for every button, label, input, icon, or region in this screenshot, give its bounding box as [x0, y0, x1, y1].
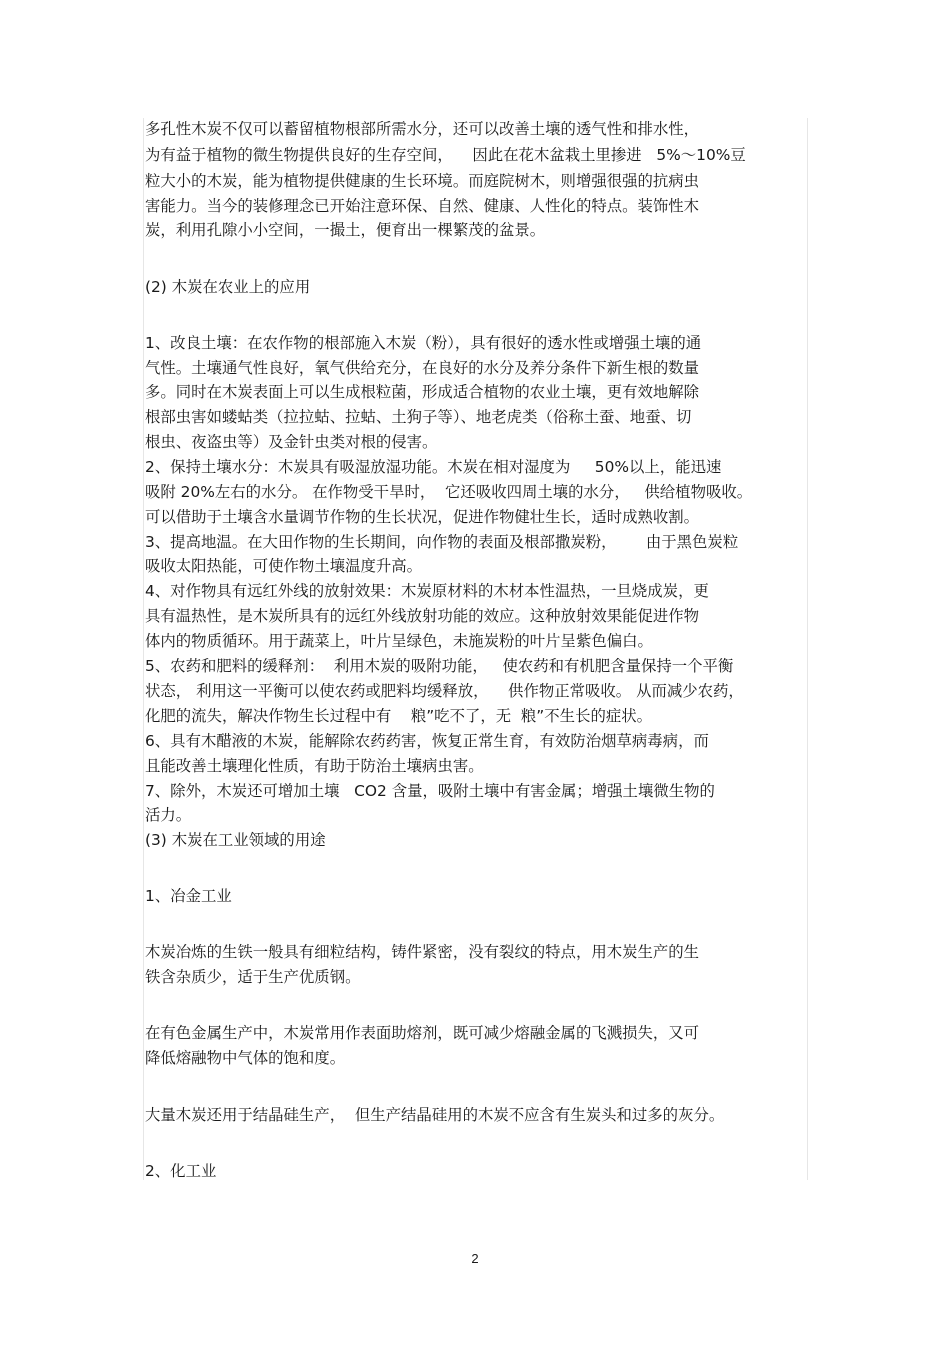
text-line: 为有益于植物的微生物提供良好的生存空间， 因此在花木盆栽土里掺进 5%～10%豆: [145, 146, 746, 164]
text-line: 粒大小的木炭，能为植物提供健康的生长环境。而庭院树木，则增强很强的抗病虫: [145, 172, 700, 190]
text-line: 1、改良土壤：在农作物的根部施入木炭（粉），具有很好的透水性或增强土壤的通: [145, 334, 702, 352]
text-line: 气性。土壤通气性良好，氧气供给充分，在良好的水分及养分条件下新生根的数量: [145, 359, 700, 377]
page-number: 2: [471, 1251, 479, 1266]
text-line: 6、具有木醋液的木炭，能解除农药药害，恢复正常生育，有效防治烟草病毒病，而: [145, 732, 709, 750]
text-line: 化肥的流失，解决作物生长过程中有 粮”吃不了，无 粮”不生长的症状。: [145, 707, 653, 725]
text-line: 多。同时在木炭表面上可以生成根粒菌，形成适合植物的农业土壤，更有效地解除: [145, 383, 700, 401]
text-line: 木炭冶炼的生铁一般具有细粒结构，铸件紧密，没有裂纹的特点，用木炭生产的生: [145, 943, 700, 961]
text-line: 在有色金属生产中，木炭常用作表面助熔剂，既可减少熔融金属的飞溅损失，又可: [145, 1024, 700, 1042]
subsection-heading: 2、化工业: [145, 1162, 217, 1180]
text-line: 根虫、夜盗虫等）及金针虫类对根的侵害。: [145, 433, 438, 451]
section-heading: (3) 木炭在工业领域的用途: [145, 831, 326, 849]
text-line: 3、提高地温。在大田作物的生长期间，向作物的表面及根部撒炭粉， 由于黑色炭粒: [145, 533, 739, 551]
text-line: 吸附 20%左右的水分。 在作物受干旱时， 它还吸收四周土壤的水分， 供给植物吸收。: [145, 483, 753, 501]
text-line: 吸收太阳热能，可使作物土壤温度升高。: [145, 557, 423, 575]
text-line: 多孔性木炭不仅可以蓄留植物根部所需水分，还可以改善土壤的透气性和排水性，: [145, 120, 700, 138]
text-line: 害能力。当今的装修理念已开始注意环保、自然、健康、人性化的特点。装饰性木: [145, 197, 700, 215]
text-line: 体内的物质循环。用于蔬菜上，叶片呈绿色，未施炭粉的叶片呈紫色偏白。: [145, 632, 653, 650]
text-line: 炭，利用孔隙小小空间，一撮土，便育出一棵繁茂的盆景。: [145, 221, 546, 239]
text-line: 降低熔融物中气体的饱和度。: [145, 1049, 346, 1067]
left-margin-rule: [143, 118, 144, 1180]
text-line: 且能改善土壤理化性质，有助于防治土壤病虫害。: [145, 757, 484, 775]
text-line: 5、农药和肥料的缓释剂： 利用木炭的吸附功能， 使农药和有机肥含量保持一个平衡: [145, 657, 734, 675]
text-line: 2、保持土壤水分：木炭具有吸湿放湿功能。木炭在相对湿度为 50%以上，能迅速: [145, 458, 722, 476]
right-margin-rule: [807, 118, 808, 1180]
text-line: 状态， 利用这一平衡可以使农药或肥料均缓释放， 供作物正常吸收。 从而减少农药，: [145, 682, 744, 700]
text-line: 具有温热性，是木炭所具有的远红外线放射功能的效应。这种放射效果能促进作物: [145, 607, 700, 625]
text-line: 可以借助于土壤含水量调节作物的生长状况，促进作物健壮生长，适时成熟收割。: [145, 508, 700, 526]
text-line: 活力。: [145, 806, 192, 824]
text-line: 大量木炭还用于结晶硅生产， 但生产结晶硅用的木炭不应含有生炭头和过多的灰分。: [145, 1106, 725, 1124]
text-line: 根部虫害如蝼蛄类（拉拉蛄、拉蛄、土狗子等）、地老虎类（俗称土蚕、地蚕、切: [145, 408, 692, 426]
text-line: 铁含杂质少，适于生产优质钢。: [145, 968, 361, 986]
subsection-heading: 1、冶金工业: [145, 887, 232, 905]
text-line: 7、除外，木炭还可增加土壤 CO2 含量，吸附土壤中有害金属；增强土壤微生物的: [145, 782, 715, 800]
section-heading: (2) 木炭在农业上的应用: [145, 278, 311, 296]
text-line: 4、对作物具有远红外线的放射效果：木炭原材料的木材本性温热，一旦烧成炭，更: [145, 582, 709, 600]
